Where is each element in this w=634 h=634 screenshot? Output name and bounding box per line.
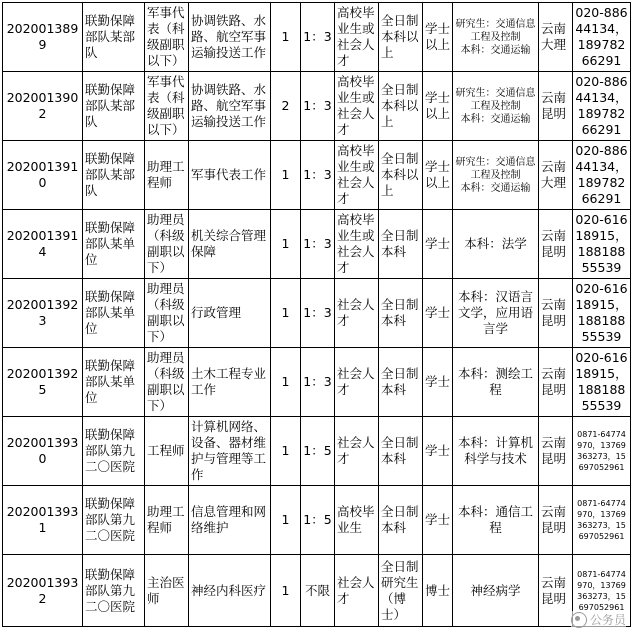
- major-cell: 本科：通信工程: [453, 486, 539, 555]
- table-row: [3, 210, 631, 279]
- exam-ratio-cell: 1：3: [301, 3, 335, 72]
- degree-cell: 学士以上: [423, 72, 453, 141]
- table-row: [3, 3, 631, 72]
- exam-ratio-cell: 1：3: [301, 348, 335, 417]
- employer-unit-cell: 联勤保障部队某单位: [83, 279, 145, 348]
- position-code-cell: 2020013899: [3, 3, 83, 72]
- headcount-cell: 1: [271, 348, 301, 417]
- table-row: [3, 348, 631, 417]
- degree-cell: 学士: [423, 210, 453, 279]
- headcount-cell: 1: [271, 3, 301, 72]
- contact-phone-cell: 020-61618915，18818855539: [573, 348, 631, 417]
- education-cell: 全日制本科以上: [379, 72, 423, 141]
- exam-ratio-cell: 1：5: [301, 486, 335, 555]
- position-title-cell: 助理员（科级副职以下）: [145, 279, 189, 348]
- headcount-cell: 1: [271, 417, 301, 486]
- work-location-cell: 云南昆明: [539, 279, 573, 348]
- candidate-source-cell: 高校毕业生或社会人才: [335, 72, 379, 141]
- watermark-text: 公务员: [589, 613, 626, 627]
- wechat-logo-icon: [571, 612, 587, 628]
- position-title-cell: 主治医师: [145, 555, 189, 627]
- position-code-cell: 2020013925: [3, 348, 83, 417]
- education-cell: 全日制本科: [379, 486, 423, 555]
- candidate-source-cell: 高校毕业生: [335, 486, 379, 555]
- candidate-source-cell: 高校毕业生或社会人才: [335, 141, 379, 210]
- candidate-source-cell: 社会人才: [335, 417, 379, 486]
- position-title-cell: 助理工程师: [145, 141, 189, 210]
- education-cell: 全日制本科: [379, 348, 423, 417]
- table-row: [3, 417, 631, 486]
- position-code-cell: 2020013914: [3, 210, 83, 279]
- job-duty-cell: 协调铁路、水路、航空军事运输投送工作: [189, 3, 271, 72]
- education-cell: 全日制本科以上: [379, 3, 423, 72]
- position-title-cell: 助理员（科级副职以下）: [145, 210, 189, 279]
- contact-phone-cell: 020-88644134，18978266291: [573, 141, 631, 210]
- major-cell: 神经病学: [453, 555, 539, 627]
- headcount-cell: 1: [271, 141, 301, 210]
- job-duty-cell: 信息管理和网络维护: [189, 486, 271, 555]
- major-cell: 本科：测绘工程: [453, 348, 539, 417]
- employer-unit-cell: 联勤保障部队某单位: [83, 348, 145, 417]
- recruitment-table: [2, 2, 631, 627]
- employer-unit-cell: 联勤保障部队第九二〇医院: [83, 555, 145, 627]
- watermark: [571, 611, 626, 628]
- table-row: [3, 555, 631, 627]
- position-code-cell: 2020013902: [3, 72, 83, 141]
- headcount-cell: 2: [271, 72, 301, 141]
- headcount-cell: 1: [271, 486, 301, 555]
- major-cell: 研究生：交通信息工程及控制 本科：交通运输: [453, 3, 539, 72]
- employer-unit-cell: 联勤保障部队某部队: [83, 3, 145, 72]
- position-title-cell: 军事代表（科级副职以下）: [145, 3, 189, 72]
- exam-ratio-cell: 1：3: [301, 72, 335, 141]
- candidate-source-cell: 高校毕业生或社会人才: [335, 210, 379, 279]
- exam-ratio-cell: 1：3: [301, 141, 335, 210]
- job-duty-cell: 军事代表工作: [189, 141, 271, 210]
- contact-phone-cell: 0871-64774970，13769363273，15697052961: [573, 417, 631, 486]
- major-cell: 本科：法学: [453, 210, 539, 279]
- exam-ratio-cell: 1：3: [301, 210, 335, 279]
- degree-cell: 博士: [423, 555, 453, 627]
- work-location-cell: 云南昆明: [539, 486, 573, 555]
- major-cell: 本科：计算机科学与技术: [453, 417, 539, 486]
- position-title-cell: 工程师: [145, 417, 189, 486]
- education-cell: 全日制研究生（博士）: [379, 555, 423, 627]
- position-code-cell: 2020013932: [3, 555, 83, 627]
- work-location-cell: 云南昆明: [539, 72, 573, 141]
- table-row: [3, 72, 631, 141]
- work-location-cell: 云南昆明: [539, 210, 573, 279]
- job-duty-cell: 神经内科医疗: [189, 555, 271, 627]
- education-cell: 全日制本科: [379, 279, 423, 348]
- contact-phone-cell: 020-61618915，18818855539: [573, 279, 631, 348]
- candidate-source-cell: 社会人才: [335, 348, 379, 417]
- education-cell: 全日制本科: [379, 417, 423, 486]
- major-cell: 研究生：交通信息工程及控制 本科：交通运输: [453, 141, 539, 210]
- contact-phone-cell: 020-88644134，18978266291: [573, 72, 631, 141]
- candidate-source-cell: 社会人才: [335, 279, 379, 348]
- headcount-cell: 1: [271, 210, 301, 279]
- degree-cell: 学士以上: [423, 141, 453, 210]
- position-title-cell: 助理工程师: [145, 486, 189, 555]
- degree-cell: 学士: [423, 486, 453, 555]
- education-cell: 全日制本科: [379, 210, 423, 279]
- employer-unit-cell: 联勤保障部队第九二〇医院: [83, 486, 145, 555]
- major-cell: 本科：汉语言文学，应用语言学: [453, 279, 539, 348]
- contact-phone-cell: 0871-64774970，13769363273，15697052961: [573, 555, 631, 627]
- job-duty-cell: 协调铁路、水路、航空军事运输投送工作: [189, 72, 271, 141]
- degree-cell: 学士: [423, 279, 453, 348]
- degree-cell: 学士: [423, 417, 453, 486]
- table-row: [3, 279, 631, 348]
- headcount-cell: 1: [271, 555, 301, 627]
- position-code-cell: 2020013930: [3, 417, 83, 486]
- exam-ratio-cell: 不限: [301, 555, 335, 627]
- table-row: [3, 486, 631, 555]
- job-duty-cell: 土木工程专业工作: [189, 348, 271, 417]
- position-title-cell: 军事代表（科级副职以下）: [145, 72, 189, 141]
- job-duty-cell: 行政管理: [189, 279, 271, 348]
- employer-unit-cell: 联勤保障部队第九二〇医院: [83, 417, 145, 486]
- employer-unit-cell: 联勤保障部队某单位: [83, 210, 145, 279]
- work-location-cell: 云南大理: [539, 3, 573, 72]
- work-location-cell: 云南昆明: [539, 555, 573, 627]
- degree-cell: 学士以上: [423, 3, 453, 72]
- position-code-cell: 2020013931: [3, 486, 83, 555]
- headcount-cell: 1: [271, 279, 301, 348]
- position-code-cell: 2020013910: [3, 141, 83, 210]
- degree-cell: 学士: [423, 348, 453, 417]
- contact-phone-cell: 020-88644134，18978266291: [573, 3, 631, 72]
- position-title-cell: 助理员（科级副职以下）: [145, 348, 189, 417]
- job-duty-cell: 计算机网络、设备、器材维护与管理等工作: [189, 417, 271, 486]
- employer-unit-cell: 联勤保障部队某部队: [83, 141, 145, 210]
- job-duty-cell: 机关综合管理保障: [189, 210, 271, 279]
- major-cell: 研究生：交通信息工程及控制 本科：交通运输: [453, 72, 539, 141]
- education-cell: 全日制本科以上: [379, 141, 423, 210]
- exam-ratio-cell: 1：3: [301, 279, 335, 348]
- candidate-source-cell: 高校毕业生或社会人才: [335, 3, 379, 72]
- employer-unit-cell: 联勤保障部队某部队: [83, 72, 145, 141]
- exam-ratio-cell: 1：5: [301, 417, 335, 486]
- contact-phone-cell: 0871-64774970，13769363273，15697052961: [573, 486, 631, 555]
- candidate-source-cell: 社会人才: [335, 555, 379, 627]
- work-location-cell: 云南昆明: [539, 348, 573, 417]
- contact-phone-cell: 020-61618915，18818855539: [573, 210, 631, 279]
- work-location-cell: 云南昆明: [539, 417, 573, 486]
- table-row: [3, 141, 631, 210]
- position-code-cell: 2020013923: [3, 279, 83, 348]
- work-location-cell: 云南大理: [539, 141, 573, 210]
